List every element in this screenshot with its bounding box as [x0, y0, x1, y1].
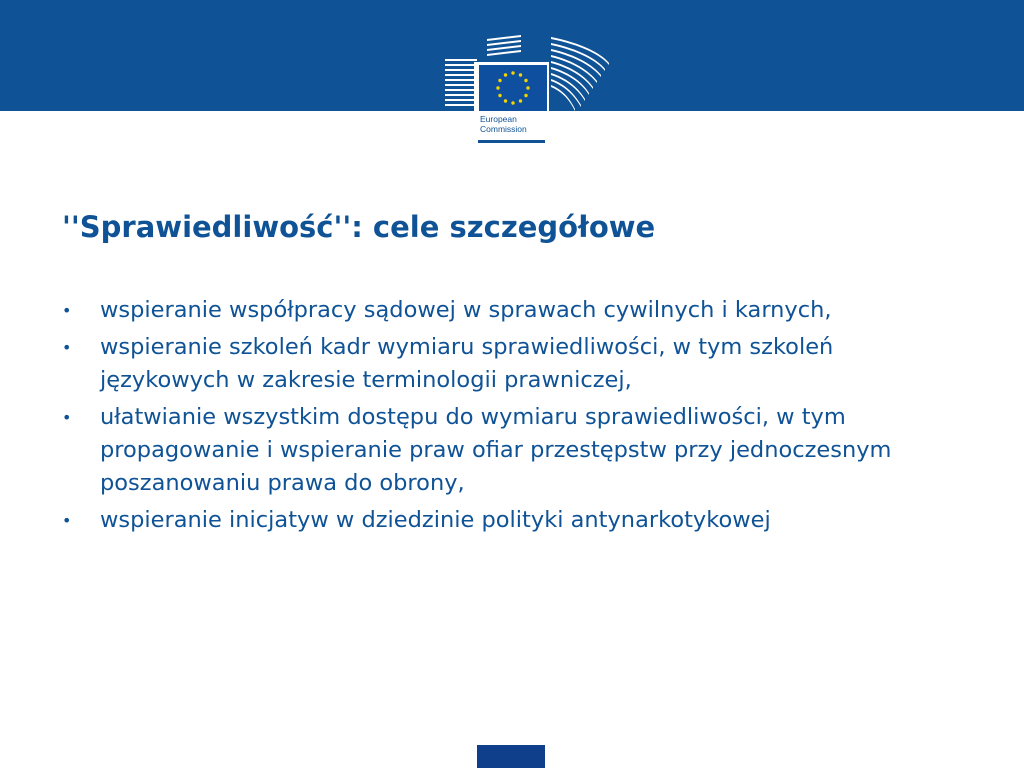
bullet-dot-icon: • — [62, 511, 72, 530]
bullet-list — [62, 294, 962, 541]
footer-flag-icon — [477, 745, 545, 768]
logo-underline — [478, 140, 545, 143]
bullet-text: wspieranie współpracy sądowej w sprawach cywilnych i karnych, — [100, 297, 832, 323]
bullet-item — [62, 331, 962, 397]
european-commission-logo-icon — [441, 33, 613, 144]
logo-wordmark — [480, 114, 527, 134]
logo-line-2: Commission — [480, 124, 527, 134]
bullet-item — [62, 504, 962, 537]
slide-title: ''Sprawiedliwość'': cele szczegółowe — [62, 210, 656, 244]
logo-line-1: European — [480, 114, 517, 124]
bullet-item — [62, 294, 962, 327]
bullet-text: wspieranie inicjatyw w dziedzinie polityki antynarkotykowej — [100, 507, 771, 533]
bullet-dot-icon: • — [62, 301, 72, 320]
bullet-item — [62, 401, 962, 500]
bullet-dot-icon: • — [62, 408, 72, 427]
bullet-dot-icon: • — [62, 338, 72, 357]
bullet-text: wspieranie szkoleń kadr wymiaru sprawiedliwości, w tym szkoleń językowych w zakresie terminologii prawniczej, — [100, 334, 834, 393]
bullet-text: ułatwianie wszystkim dostępu do wymiaru sprawiedliwości, w tym propagowanie i wspieranie praw ofiar przestępstw przy jednoczesnym poszanowaniu prawa do obrony, — [100, 404, 892, 496]
